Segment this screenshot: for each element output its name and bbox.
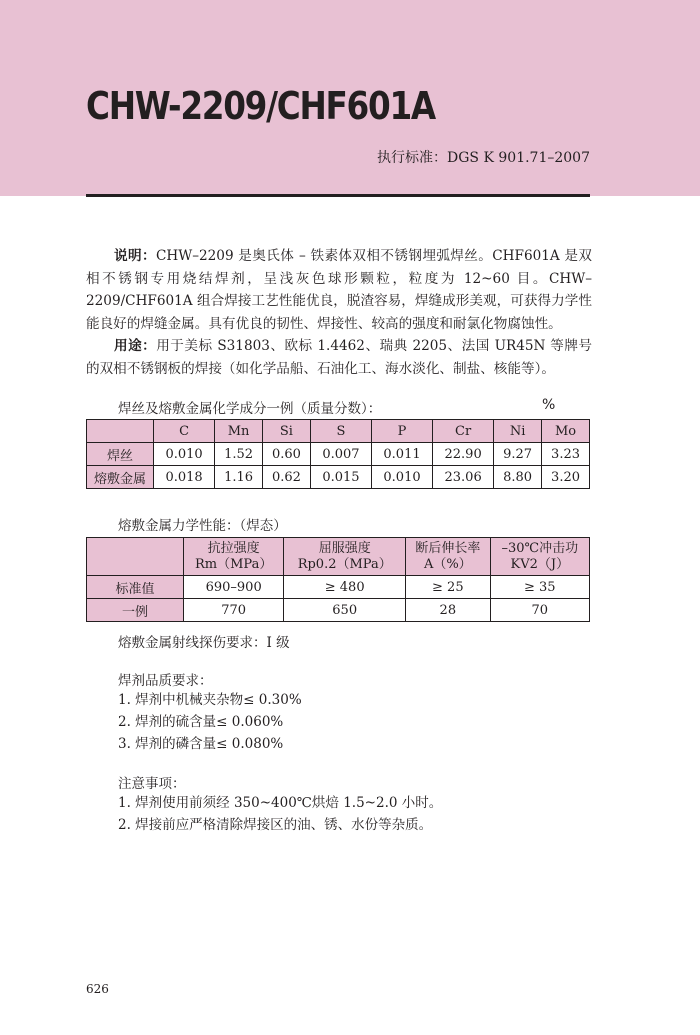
table-header-cell: Si — [262, 420, 310, 443]
table-cell: 770 — [184, 599, 284, 622]
table-header-cell — [406, 538, 491, 576]
row-label: 标准值 — [87, 576, 184, 599]
table-cell: 1.16 — [215, 466, 263, 489]
table-header-cell: Cr — [433, 420, 494, 443]
table-cell: 0.62 — [262, 466, 310, 489]
table-row — [87, 576, 590, 599]
page-title: CHW-2209/CHF601A — [86, 84, 435, 128]
table-cell: 0.010 — [154, 443, 215, 466]
table-cell: 650 — [284, 599, 406, 622]
table-header-cell — [87, 538, 184, 576]
table-cell: 0.010 — [371, 466, 432, 489]
table-cell: 22.90 — [433, 443, 494, 466]
table-cell: 23.06 — [433, 466, 494, 489]
mech-table-title: 熔敷金属力学性能：（焊态） — [118, 518, 287, 534]
row-label: 焊丝 — [87, 443, 154, 466]
table-row — [87, 443, 590, 466]
table-header-cell — [184, 538, 284, 576]
intro-text — [86, 245, 592, 380]
usage-label: 用途： — [114, 338, 157, 354]
table-cell: 0.007 — [310, 443, 371, 466]
table-cell: 70 — [490, 599, 589, 622]
page-number: 626 — [86, 982, 109, 996]
list-item: 1. 焊剂中机械夹杂物≤ 0.30% — [118, 692, 302, 708]
mechanical-properties-table — [86, 537, 590, 622]
table-cell: 0.018 — [154, 466, 215, 489]
description-paragraph — [86, 245, 592, 335]
table-cell: 0.011 — [371, 443, 432, 466]
title-rule — [86, 194, 590, 197]
row-label: 熔敷金属 — [87, 466, 154, 489]
header-line: 断后伸长率 — [415, 540, 481, 556]
table-header-cell — [284, 538, 406, 576]
table-cell: 3.23 — [542, 443, 590, 466]
table-cell: 3.20 — [542, 466, 590, 489]
flux-title: 焊剂品质要求： — [118, 673, 213, 689]
table-cell: ≥ 35 — [490, 576, 589, 599]
table-header-cell: Ni — [494, 420, 542, 443]
chem-table-title: 焊丝及熔敷金属化学成分一例（质量分数）： — [118, 401, 382, 417]
header-line: 抗拉强度 — [207, 540, 260, 556]
table-header-cell: P — [371, 420, 432, 443]
table-cell: 9.27 — [494, 443, 542, 466]
table-row — [87, 599, 590, 622]
notice-title: 注意事项： — [118, 776, 186, 792]
header-unit: KV2（J） — [510, 556, 570, 572]
table-cell: 8.80 — [494, 466, 542, 489]
description-label: 说明： — [114, 248, 156, 264]
flux-requirements-list — [118, 689, 302, 755]
header-unit: Rm（MPa） — [195, 556, 273, 572]
table-header-row — [87, 538, 590, 576]
radiography-note: 熔敷金属射线探伤要求：I 级 — [118, 635, 290, 651]
table-cell: ≥ 25 — [406, 576, 491, 599]
table-header-cell — [490, 538, 589, 576]
table-header-cell: Mo — [542, 420, 590, 443]
table-header-row — [87, 420, 590, 443]
header-line: –30℃冲击功 — [501, 540, 579, 556]
row-label: 一例 — [87, 599, 184, 622]
list-item: 2. 焊接前应严格清除焊接区的油、锈、水份等杂质。 — [118, 817, 433, 833]
table-cell: 0.015 — [310, 466, 371, 489]
table-header-cell: S — [310, 420, 371, 443]
description-text: CHW–2209 是奥氏体 – 铁素体双相不锈钢埋弧焊丝。CHF601A 是双相不锈钢专用烧结焊剂，呈浅灰色球形颗粒，粒度为 12~60 目。CHW–2209/CHF601A 组合焊接工艺性能优良，脱渣容易，焊缝成形美观，可获得力学性能良好的焊缝金属。具有优良的韧性、焊接性、较高的强度和耐氯化物腐蚀性。 — [86, 248, 593, 332]
table-header-cell: C — [154, 420, 215, 443]
list-item: 2. 焊剂的硫含量≤ 0.060% — [118, 714, 284, 730]
notice-list — [118, 792, 442, 836]
table-cell: 1.52 — [215, 443, 263, 466]
table-cell: 0.60 — [262, 443, 310, 466]
table-row — [87, 466, 590, 489]
table-cell: 690–900 — [184, 576, 284, 599]
header-line: 屈服强度 — [318, 540, 371, 556]
header-unit: Rp0.2（MPa） — [297, 556, 392, 572]
header-unit: A（%） — [423, 556, 472, 572]
table-cell: ≥ 480 — [284, 576, 406, 599]
usage-paragraph — [86, 335, 592, 380]
table-header-cell — [87, 420, 154, 443]
table-cell: 28 — [406, 599, 491, 622]
chem-table-unit: % — [542, 397, 556, 413]
standard-label: 执行标准：DGS K 901.71–2007 — [377, 150, 590, 166]
chem-composition-table — [86, 419, 590, 489]
table-header-cell: Mn — [215, 420, 263, 443]
usage-text: 用于美标 S31803、欧标 1.4462、瑞典 2205、法国 UR45N 等牌号的双相不锈钢板的焊接（如化学品船、石油化工、海水淡化、制盐、核能等）。 — [86, 338, 592, 377]
list-item: 1. 焊剂使用前须经 350~400℃烘焙 1.5~2.0 小时。 — [118, 795, 443, 811]
list-item: 3. 焊剂的磷含量≤ 0.080% — [118, 736, 284, 752]
